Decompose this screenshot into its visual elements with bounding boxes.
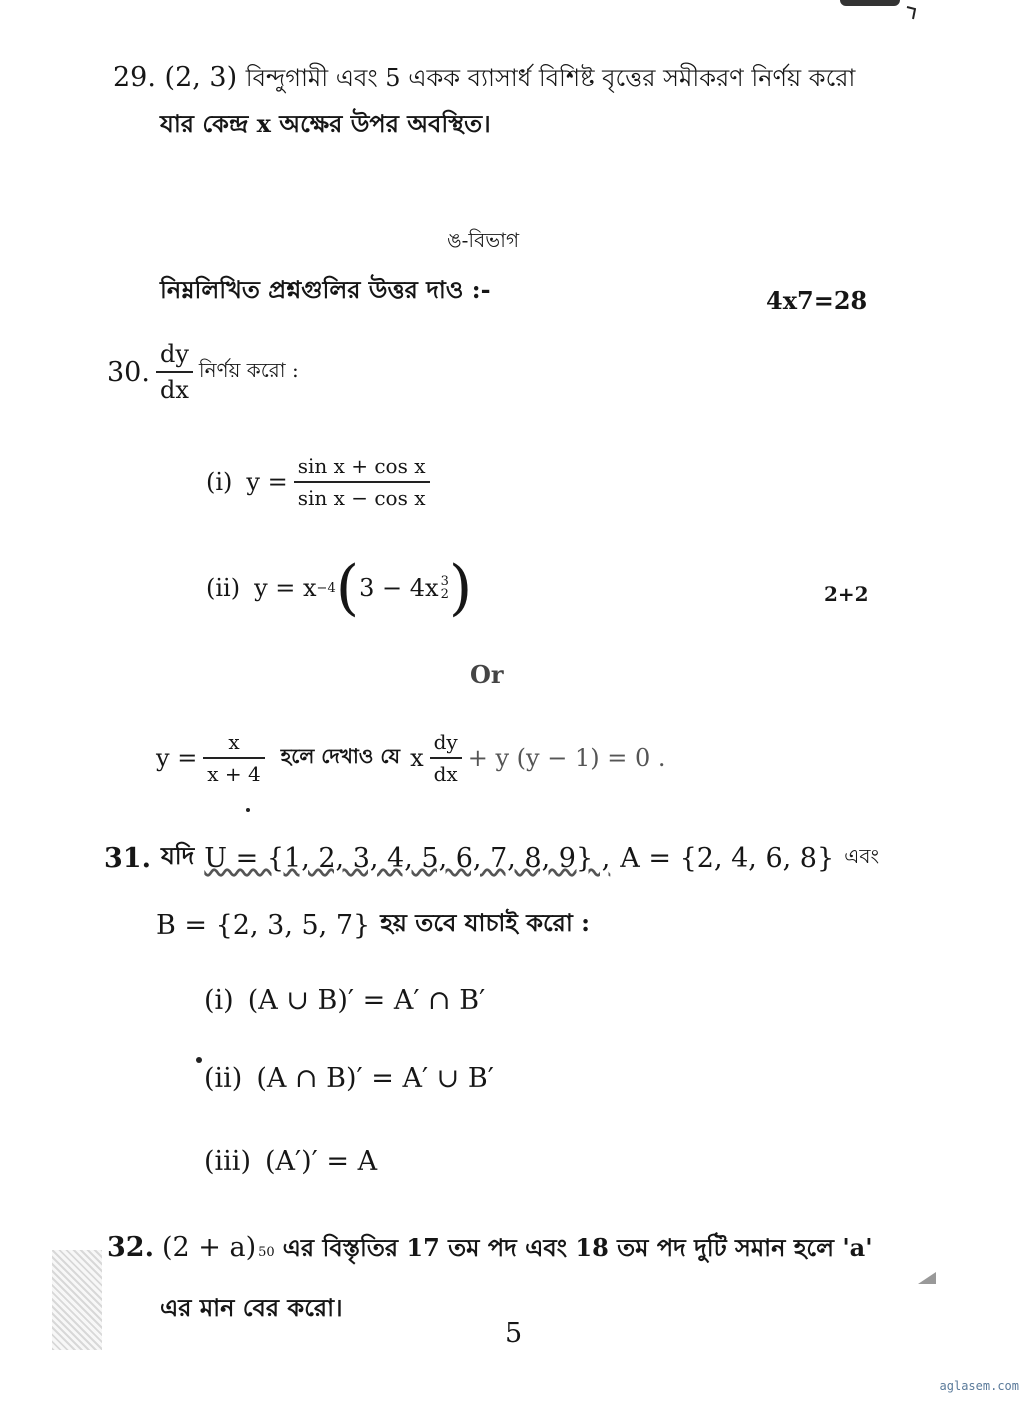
- q31-u-set: U = {1, 2, 3, 4, 5, 6, 7, 8, 9} ,: [204, 842, 611, 874]
- q31-part-iii: [204, 1146, 377, 1177]
- q30-alt-dden: dx: [430, 757, 462, 786]
- q30-derivative: [156, 340, 193, 404]
- q30-alt-rest: + y (y − 1) = 0 .: [467, 744, 666, 772]
- q31-i-label: (i): [204, 985, 234, 1016]
- q30-i-lhs: y =: [246, 468, 288, 496]
- q31-b-set: B = {2, 3, 5, 7}: [156, 909, 371, 941]
- q30-alt-fraction: [203, 730, 264, 786]
- q32-line2: এর মান বের করো।: [160, 1293, 343, 1322]
- q30-part-ii: [206, 553, 473, 623]
- q30-ii-exp-top: 3: [440, 574, 449, 589]
- q30-i-num: sin x + cos x: [297, 454, 426, 478]
- q31-ii-expr: (A ∩ B)′ = A′ ∪ B′: [256, 1063, 494, 1094]
- q31-number: 31.: [104, 842, 151, 874]
- q31-ii-label: (ii): [204, 1063, 243, 1094]
- scan-dot: [196, 1057, 202, 1063]
- q30-alt-dnum: dy: [433, 730, 458, 754]
- q31-part-ii: [204, 1063, 494, 1094]
- q32-text-1: এর বিস্তৃতির 17 তম পদ এবং 18 তম পদ দুটি সমান হলে 'a': [282, 1233, 873, 1262]
- q30-ii-label: (ii): [206, 574, 241, 602]
- scan-noise: [52, 1250, 102, 1350]
- q31-iii-expr: (A′)′ = A: [264, 1146, 378, 1177]
- q30-marks: 2+2: [824, 582, 869, 606]
- section-marks: 4x7=28: [766, 286, 868, 315]
- scan-tick: [906, 6, 916, 20]
- q30-alt-x: x: [410, 744, 424, 772]
- scan-dot: [246, 808, 250, 812]
- scan-artifact: [918, 1272, 936, 1284]
- q30-ii-inner: 3 − 4x: [359, 574, 439, 602]
- q31-if: যদি: [160, 841, 195, 870]
- q32-exp: 50: [258, 1245, 275, 1260]
- q30-header: [107, 340, 299, 404]
- q29-line1: [113, 60, 855, 100]
- q30-ii-frac-exp: [441, 575, 449, 601]
- q32-number: 32.: [107, 1232, 154, 1263]
- q31-and: এবং: [844, 843, 880, 868]
- q31-iii-label: (iii): [204, 1146, 251, 1177]
- q30-i-den: sin x − cos x: [294, 481, 430, 510]
- q29-text-1: বিন্দুগামী এবং 5 একক ব্যাসার্ধ বিশিষ্ট বৃত্তের সমীকরণ নির্ণয় করো: [245, 64, 856, 92]
- q30-alt-lhs: y =: [156, 744, 198, 772]
- page-number: 5: [505, 1318, 523, 1349]
- q30-alt-den: x + 4: [203, 757, 264, 786]
- q32-line1: [107, 1230, 873, 1270]
- q30-prompt: নির্ণয় করো :: [198, 357, 299, 382]
- q30-ii-exp-bot: 2: [440, 587, 449, 602]
- q30-alt-num: x: [228, 730, 240, 754]
- q30-or: Or: [470, 660, 504, 689]
- q30-i-fraction: [294, 454, 430, 510]
- q29-number: 29.: [113, 62, 156, 93]
- q30-alt-derivative: [430, 730, 462, 786]
- q30-i-label: (i): [206, 468, 233, 496]
- q29-line2: যার কেন্দ্র x অক্ষের উপর অবস্থিত।: [160, 109, 491, 138]
- q30-ii-close-paren: ): [448, 553, 473, 623]
- q31-part-i: [204, 985, 485, 1016]
- q30-ii-exp: −4: [316, 580, 336, 596]
- q31-i-expr: (A ∪ B)′ = A′ ∩ B′: [247, 985, 486, 1016]
- q31-a-set: A = {2, 4, 6, 8}: [620, 842, 835, 874]
- q30-ii-lhs: y = x: [254, 574, 317, 602]
- q32-base: (2 + a): [161, 1232, 257, 1263]
- scan-mark: [840, 0, 900, 6]
- section-instruction: নিম্নলিখিত প্রশ্নগুলির উত্তর দাও :-: [160, 275, 491, 304]
- q30-frac-den: dx: [156, 371, 193, 404]
- q31-line1: [104, 838, 879, 878]
- q29-point: (2, 3): [164, 62, 238, 93]
- section-title: ঙ-বিভাগ: [447, 228, 520, 252]
- q30-number: 30.: [107, 356, 150, 388]
- footer-watermark: aglasem.com: [939, 1379, 1019, 1393]
- q30-alt: [156, 730, 665, 786]
- q30-frac-num: dy: [159, 340, 189, 368]
- q30-ii-open-paren: (: [335, 553, 360, 623]
- q30-part-i: [206, 454, 436, 510]
- q30-alt-text: হলে দেখাও যে: [280, 743, 401, 768]
- q31-line2: [156, 905, 590, 945]
- q31-verify: হয় তবে যাচাই করো :: [380, 908, 591, 937]
